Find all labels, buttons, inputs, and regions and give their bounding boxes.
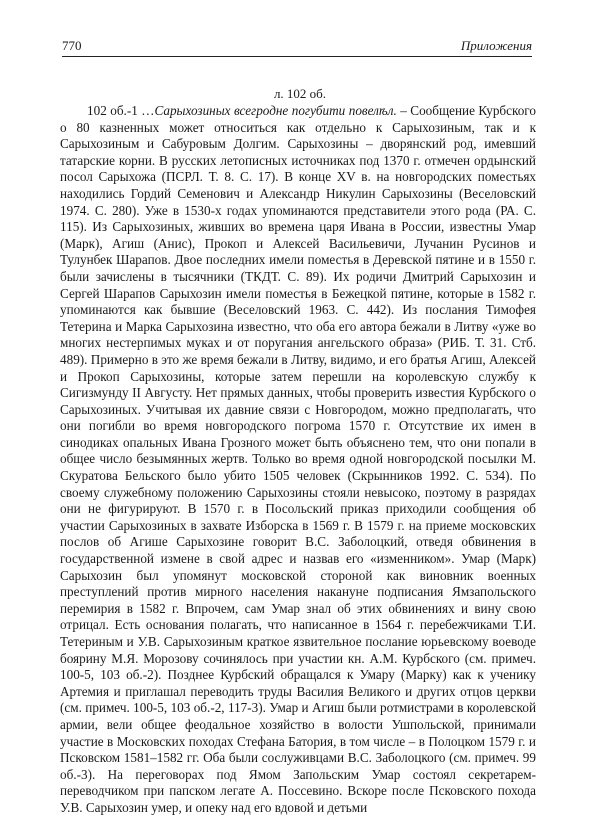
leaf-heading: л. 102 об.	[273, 86, 327, 101]
page-header	[62, 36, 532, 57]
running-title: Приложения	[460, 38, 532, 53]
note-text: – Сообщение Курбского о 80 казненных может относиться как отдельно к Сарыхозиным, так и к Сарыхозиным и Сабуровым Долгим. Сарыхозины – дворянский род, имевший татарские корни. В русских летописных источниках под 1370 г. отмечен ордынский посол Сарыхожа (ПСРЛ. Т. 8. С. 17). В конце XV в. на новгородских поместьях находились Гордий Семенович и Александр Никулин Сарыхозины (Веселовский 1974. С. 280). Уже в 1530-х годах упоминаются представители этого рода (РА. С. 115). Из Сарыхозиных, живших во времена царя Ивана в России, известны Умар (Марк), Агиш (Анис), Прокоп и Алексей Васильевичи, Лучанин Русинов и Тулунбек Шарапов. Двое последних имели поместья в Деревской пятине и в 1550 г. были зачислены в тысячники (ТКДТ. С. 89). Их родичи Дмитрий Сарыхозин и Сергей Шарапов Сарыхозин имели поместья в Бежецкой пятине, которые в 1582 г. упоминаются как бывшие (Веселовский 1963. С. 442). Из послания Тимофея Тетерина и Марка Сарыхозина известно, что оба его автора бежали в Литву «уже во многих нестерпимых муках и от поругания ангельского образа» (РИБ. Т. 31. Стб. 489). Примерно в это же время бежали в Литву, видимо, и его братья Агиш, Алексей и Прокоп Сарыхозины, которые затем перешли на королевскую службу к Сигизмунду II Августу. Нет прямых данных, чтобы проверить известия Курбского о Сарыхозиных. Учитывая их давние связи с Новгородом, можно предполагать, что они погибли во время новгородского погрома 1570 г. Отсутствие их имен в синодиках опальных Ивана Грозного может быть объяснено тем, что они попали в общее число безымянных жертв. Только во время одной новгородской посылки М. Скуратова Бельского было убито 1505 человек (Скрынников 1992. С. 534). По своему служебному положению Сарыхозины стояли невысоко, поэтому в разрядах они не фигурируют. В 1570 г. в Посольский приказ приходили сообщения об участии Сарыхозиных в захвате Изборска в 1569 г. В 1579 г. на приеме московских послов об Агише Сарыхозине говорит В.С. Заболоцкий, отведя обвинения в государственной измене в свой адрес и назвав его «изменником». Умар (Марк) Сарыхозин был упомянут московской стороной как виновник военных преступлений против мирного населения накануне подписания Ямзапольского перемирия в 1582 г. Впрочем, сам Умар знал об этих обвинениях и вину свою отрицал. Есть основания полагать, что написанное в 1564 г. перебежчиками Т.И. Тетериным и У.В. Сарыхозиным краткое язвительное послание юрьевскому воеводе боярину М.Я. Морозову сочинялось при участии кн. А.М. Курбского (см. примеч. 100-5, 103 об.-2). Позднее Курбский обращался к Умару (Марку) как к ученику Артемия и приглашал переводить труды Василия Великого и других отцов церкви (см. примеч. 100-5, 103 об.-2, 117-3). Умар и Агиш были ротмистрами в королевской армии, вели общее феодальное хозяйство в волости Ушпольской, принимали участие в Московских походах Стефана Батория, в том числе – в Полоцком 1579 г. и Псковском 1581–1582 гг. Оба были сослуживцами В.С. Заболоцкого (см. примеч. 99 об.-3). На переговорах под Ямом Запольским Умар состоял секретарем-переводчиком при папском легате А. Поссевино. Вскоре после Псковского похода У.В. Сарыхозин умер, и опеку над его вдовой и детьми	[60, 103, 536, 815]
note-lemma: Сарыхозиных всегродне погубити повелѣл.	[154, 103, 397, 118]
note-reference: 102 об.-1 …	[87, 103, 155, 118]
commentary-paragraph	[60, 103, 536, 817]
page-number: 770	[62, 38, 82, 53]
commentary-body	[60, 103, 536, 817]
